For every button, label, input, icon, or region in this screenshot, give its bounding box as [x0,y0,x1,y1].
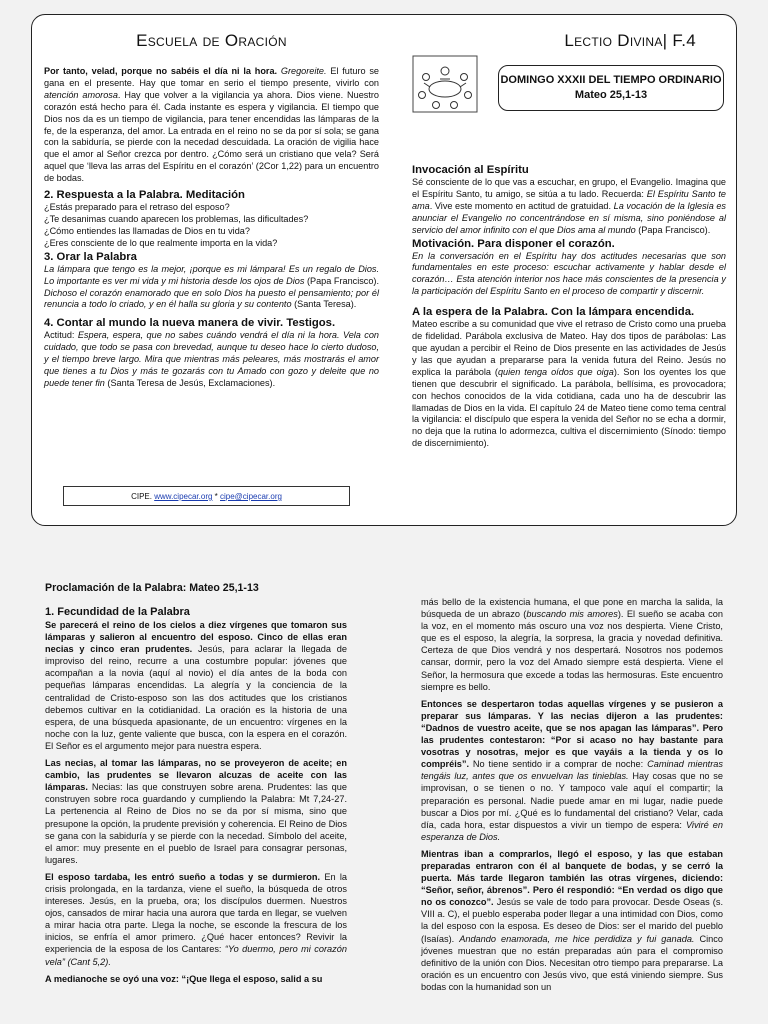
prayer-quote-1: La lámpara que tengo es la mejor, ¡porque es mi lámpara! Es un regalo de Dios. Lo importante es ver mi vida y mi historia desde los ojos de Dios [44,263,379,286]
prayer-group-icon [412,55,478,113]
section-2-title: 2. Respuesta a la Palabra. Meditación [44,189,245,202]
intro-bold: Por tanto, velad, porque no sabéis el día ni la hora. [44,66,278,76]
witness-source: (Santa Teresa de Jesús, Exclamaciones). [104,377,276,388]
verse-6: Mientras iban a comprarlos, llegó el esposo, y las que estaban preparadas entraron con él al banquete de bodas, y se cerró la puerta. Más tarde llegaron también las otras vírgenes, diciendo: “Señor, señor, ábrenos”. Pero él respondió: “En verdad os digo que no os conozco”. [421,848,723,908]
prayer-quote-2: Dichoso el corazón enamorado que en solo Dios ha puesto el pensamiento; por él renuncia a todo lo criado, y en él halla su gloria y su contento [44,287,379,310]
motivation-paragraph: En la conversación en el Espíritu hay dos actitudes necesarias que son fundamentales en este proceso: escuchar activamente y hablar desde el corazón… Esta atención interior nos hace más conscientes de la presencia y la participación del Espíritu Santo en el proceso de compartir y discernir. [412,250,726,297]
gospel-reference: Mateo 25,1-13 [574,89,648,101]
intro-greek: Gregoreite. [277,66,327,76]
parable-paragraph-6 [421,848,723,993]
contact-separator: * [212,492,220,501]
website-link[interactable]: www.cipecar.org [154,492,213,501]
lamp-italic: quien tenga oídos que oiga [497,366,614,377]
section-3-title: 3. Orar la Palabra [44,250,137,263]
continuation-paragraph [421,596,723,693]
lectio-title: Lectio Divina| F.4 [564,31,696,50]
invocation-italic-1: El Espíritu Santo te ama [412,188,726,211]
witness-label: Actitud: [44,330,78,341]
continuation-rest: ). El sueño se acaba con la voz, en el momento más oscuro una voz nos despierta. Viene Cristo, que es el esposo, la alegría, la sorpresa, la gracia y novedad definitiva. Certeza de que Dios vendrá y nos despertará. Nosotros nos podemos cansar, dormir, pero la voz del Amado siempre está despierta. Viene el Señor, la hermosura que excede a todas las hermosuras. Este encuentro siempre es bello. [421,609,723,692]
prayer-source-1: (Papa Francisco). [304,275,380,286]
commentary-5b: Hay cosas que no se improvisan, o se tienen o no. Y tampoco vale aquí el compartir; la preparación es personal. Nadie puede amar en mi lugar, nadie puede buscar a Dios por mí. ¿Qué es lo fundamental del cristiano? Velar, cada día, cada hora, estar dispuestos a vivir un tiempo de espera: [421,771,723,830]
school-title: Escuela de Oración [136,31,287,50]
motivation-title: Motivación. Para disponer el corazón. [412,237,615,250]
mystic-quote: Andando enamorada, me hice perdidiza y fui ganada. [459,933,695,944]
parable-paragraph-1 [45,619,347,752]
continuation-text: más bello de la existencia humana, el que pone en marcha la salida, la búsqueda de un abrazo ( [421,597,723,620]
lamp-title: A la espera de la Palabra. Con la lámpara encendida. [412,306,695,319]
lamp-text-b: ). Son los oyentes los que tienen que descubrir el significado. La parábola, bellísima, es provocadora; con hechos conocidos de la vida cotidiana, cada uno ha de descubrir las llamadas de Dios en la vida. El capítulo 24 de Mateo tiene como tema central la vigilancia: el discípulo que espera la venida del Señor no se echa a dormir, no deja que la rutina lo adormezca, cultiva el discernimiento (Sínodo: tiempo de discernimiento). [412,366,727,449]
fecundity-title: 1. Fecundidad de la Palabra [45,606,190,618]
witness-paragraph [44,330,379,390]
section-4-title: 4. Contar al mundo la nueva manera de vivir. Testigos. [44,317,336,330]
invocation-text-a: Sé consciente de lo que vas a escuchar, en grupo, el Evangelio. Imagina que el Espíritu Santo, tu amigo, se sitúa a tu lado. Recuerda: [412,177,726,199]
right-column [412,15,726,450]
left-column [44,15,379,390]
contact-label: CIPE. [131,492,155,501]
lamp-text-a: Mateo escribe a su comunidad que vive el retraso de Cristo como una prueba de fidelidad. Parábola exclusiva de Mateo. Hay dos tipos de parábolas: Las que ayudan a percibir el Reino de Dios presente en las actividades de Jesús y las que ayudan a prepararse para la venida futura del Reino. Jesús no explica la parábola ( [412,319,726,377]
witness-quote: Espera, espera, que no sabes cuándo vendrá el día ni la hora. Vela con cuidado, que todo se pasa con brevedad, aunque tu deseo hace lo cierto dudoso, y el tiempo breve largo. Mira que mientras más peleares, más mostrarás el amor que tienes a tu Dios y más te gozarás con tu Amado con gozo y deleite que no puede tener fin [44,330,379,388]
verse-1: Se parecerá el reino de los cielos a diez vírgenes que tomaron sus lámparas y salieron al encuentro del esposo. Cinco de ellas eran necias y cinco eran prudentes. [45,620,347,655]
intro-italic: atención amorosa [44,89,118,100]
prayer-source-2: (Santa Teresa). [291,299,357,310]
commentary-2: Necias: las que construyen sobre arena. Prudentes: las que construyen sobre roca guardando y cumpliendo la Palabra: Mt 7,24-27. La pertenencia al Reino de Dios no se da por sí misma, sino que presupone la opción, la prudente previsión y coherencia. El Reino de Dios se gana con la sabiduría y se pierde con la necedad. Símbolo del aceite, el amor: muy presente en el pueblo de Israel para consagrar personas, lugares. [45,782,347,865]
invocation-paragraph [412,177,726,237]
parable-paragraph-2 [45,757,347,866]
question: ¿Cómo entiendes las llamadas de Dios en tu vida? [44,225,250,236]
sunday-label: DOMINGO XXXII DEL TIEMPO ORDINARIO [500,74,722,86]
parable-paragraph-4 [45,973,347,985]
light-quote: Caminad mientras tengáis luz, antes que os envuelvan las tinieblas. [421,759,723,782]
meditation-questions [44,202,379,250]
commentary-6b: Cinco jóvenes muestran que no están preparadas aún para el compromiso definitivo de la unión con Dios. Necesitan otro tiempo para prepararse. La oración es un encuentro con Jesús vivo, que está viniendo siempre. Sus bodas con la humanidad son un [421,933,723,992]
invocation-italic-2: La vocación de la Iglesia es anunciar el Evangelio no concentrándose en sí misma, sino poniéndose al servicio del amor infinito con el que Dios ama al mundo [412,200,726,235]
lamp-paragraph [412,319,726,450]
intro-text-a: El futuro se gana en el presente. Hay que tomar en serio el tiempo presente, vivirlo con [44,66,379,88]
commentary-3: En la crisis prolongada, en la tardanza, viene el sueño, la búsqueda de otros intereses. Jesús, en la prueba, ora; los discípulos duermen. Nuestros ojos, cansados de mirar hacia una aurora que tarda en llegar, se vuelven a mirar hacia otra parte. Llega la noche, se esconde la frescura de los inicios, se enfría el amor primero. ¿Qué hacer entonces? Revivir la experiencia de la esposa de los Cantares: [45,871,347,955]
verse-2: Las necias, al tomar las lámparas, no se proveyeron de aceite; en cambio, las prudentes se llevaron alcuzas de aceite con las lámparas. [45,758,347,793]
proclamation-title: Proclamación de la Palabra: Mateo 25,1-13 [45,582,259,594]
commentary-5: No tiene sentido ir a comprar de noche: [469,759,648,770]
parable-paragraph-3 [45,871,347,968]
lower-right-column [421,596,723,993]
verse-4: A medianoche se oyó una voz: “¡Que llega el esposo, salid a su [45,973,323,984]
hope-quote: Viviré en esperanza de Dios. [421,819,723,842]
commentary-1: Jesús, para aclarar la llegada de improviso del reino, recurre a una costumbre popular: jóvenes que acompañan a la novia (aquí al novio) el día antes de la boda con pequeñas lámparas encendidas. La alegría y la conciencia de la centralidad de Cristo-esposo son las dos actitudes que los cristianos debemos cultivar en la cotidianidad. La oración es la historia de una espera, de una búsqueda apasionante, de un encuentro: vírgenes en la noche con la luz, gente valiente que busca, con la espera en el corazón. El Señor es el argumento mejor para nuestra espera. [45,644,348,751]
verse-5: Entonces se despertaron todas aquellas vírgenes y se pusieron a preparar sus lámparas. Y las necias dijeron a las prudentes: “Dadnos de vuestro aceite, que se nos apagan las lámparas”. Pero las prudentes contestaron: “Por si acaso no hay bastante para vosotras y nosotras, mejor es que vayáis a la tienda y os lo compréis”. [421,698,723,770]
commentary-6: Jesús se vale de todo para provocar. Desde Oseas (s. VIII a. C), el pueblo esperaba poder llegar a una intimidad con Dios, como la del esposo con la esposa. Es deseo de Dios: ser el marido del pueblo (Isaías). [421,897,723,944]
invocation-title: Invocación al Espíritu [412,164,529,176]
question: ¿Estás preparado para el retraso del esposo? [44,202,230,213]
lower-left-column [45,582,347,985]
page-top [31,14,737,526]
continuation-italic: buscando mis amores [526,609,618,620]
question: ¿Eres consciente de lo que realmente importa en la vida? [44,237,278,248]
sunday-box [498,65,724,111]
cantares-quote: “Yo duermo, pero mi corazón vela” (Cant 5,2). [45,944,347,967]
email-link[interactable]: cipe@cipecar.org [220,492,282,501]
intro-paragraph [44,66,379,185]
verse-3: El esposo tardaba, les entró sueño a todas y se durmieron. [45,871,321,882]
question: ¿Te desanimas cuando aparecen los problemas, las dificultades? [44,213,309,224]
invocation-source: (Papa Francisco). [635,224,711,235]
invocation-text-b: . Vive este momento en actitud de gratuidad. [429,200,614,211]
parable-paragraph-5 [421,698,723,843]
prayer-paragraph [44,264,379,312]
contact-box [63,486,350,506]
intro-text-b: . Hay que volver a la vigilancia ya ahora. Dios viene. Nuestro corazón está hecho para él. Cada instante es espera y vigilancia. El tiempo que Dios nos da es un tiempo de vigilancia, para tener encendidas las lámparas de la fe, de la esperanza, del amor. La entrada en el reino no se da por sí sola; se gana con la sabiduría, se pierde con la necedad descuidada. La oración de vigilia hace que el amor al Señor crezca por dentro. ¿Cómo será un cristiano que vela? Será aquel que ‘lleva las arras del Espíritu en el corazón’ (2Cor 1,22) para un encuentro de bodas. [44,89,379,184]
